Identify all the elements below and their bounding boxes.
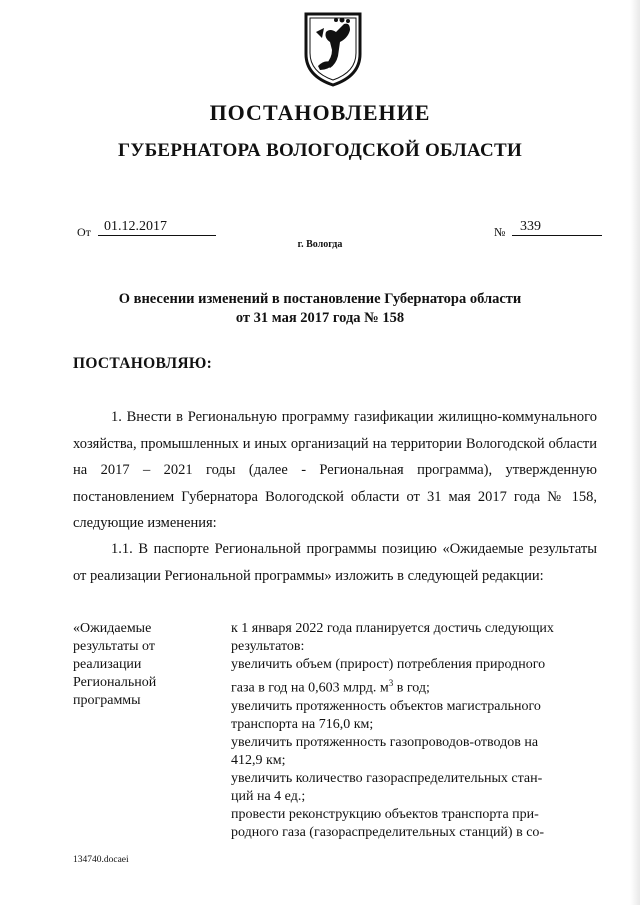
paragraph-1	[73, 404, 597, 537]
city-label: г. Вологда	[297, 239, 343, 250]
number-value: 339	[512, 219, 602, 236]
gas-volume-suffix: в год;	[393, 680, 430, 696]
scan-edge	[630, 0, 640, 905]
right-line: ций на 4 ед.;	[231, 788, 306, 804]
right-line: провести реконструкцию объектов транспорта при-	[231, 806, 539, 822]
right-line: к 1 января 2022 года планируется достичь следующих	[231, 621, 554, 636]
gas-volume-text: газа в год на 0,603 млрд. м	[231, 680, 389, 696]
left-line: программы	[73, 693, 141, 708]
table-left-column	[73, 620, 213, 710]
paragraph-1-text: 1. Внести в Региональную программу газификации жилищно-коммунального хозяйства, промышленных и иных организаций на территории Вологодской области на 2017 – 2021 годы (далее - Региональная программа), утвержденную постановлением Губернатора Вологодской области от 31 мая 2017 года № 158, следующие изменения:	[73, 409, 597, 532]
left-line: реализации	[73, 657, 142, 672]
date-value: 01.12.2017	[98, 219, 216, 236]
left-line: Региональной	[73, 675, 157, 690]
table-right-column	[231, 620, 591, 842]
document-id-footer: 134740.docaei	[73, 855, 129, 865]
paragraph-1-1-text: 1.1. В паспорте Региональной программы позицию «Ожидаемые результаты от реализации Региональной программы» изложить в следующей редакции:	[73, 541, 597, 584]
subject-line-1: О внесении изменений в постановление Губернатора области	[118, 291, 522, 307]
left-line: результаты от	[73, 639, 155, 654]
number-label: №	[494, 225, 506, 239]
right-line: 412,9 км;	[231, 752, 286, 768]
decree-heading: ПОСТАНОВЛЯЮ:	[73, 355, 213, 372]
document-subject	[60, 290, 580, 328]
subject-line-2: от 31 мая 2017 года № 158	[235, 310, 405, 326]
document-title: ПОСТАНОВЛЕНИЕ	[209, 100, 431, 125]
paragraph-1-1	[73, 536, 597, 589]
right-line: транспорта на 716,0 км;	[231, 716, 374, 732]
right-line: родного газа (газораспределительных станций) в со-	[231, 824, 545, 840]
issuer-title: ГУБЕРНАТОРА ВОЛОГОДСКОЙ ОБЛАСТИ	[117, 140, 523, 161]
right-line: увеличить протяженность объектов магистрального	[231, 698, 541, 714]
date-label: От	[77, 225, 91, 239]
right-line: увеличить количество газораспределительных стан-	[231, 770, 543, 786]
right-line: увеличить протяженность газопроводов-отводов на	[231, 734, 539, 750]
cubic-superscript: 3	[388, 678, 394, 688]
right-line: результатов:	[231, 639, 305, 654]
right-line	[231, 674, 591, 698]
right-line: увеличить объем (прирост) потребления природного	[231, 657, 546, 672]
coat-of-arms-icon	[300, 8, 366, 88]
left-line: «Ожидаемые	[73, 621, 152, 636]
